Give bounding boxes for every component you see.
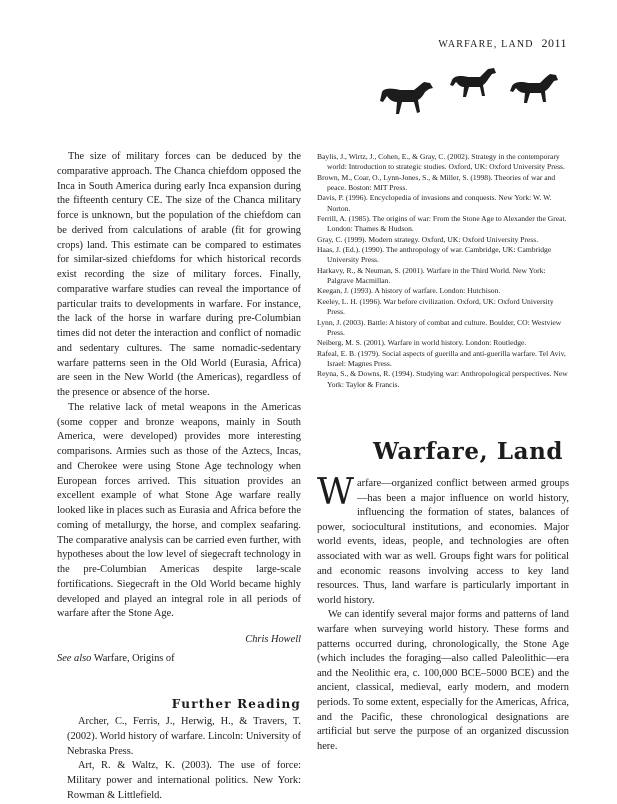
reference-item: Neiberg, M. S. (2001). Warfare in world history. London: Routledge.	[317, 338, 527, 348]
reference-item: Rafeal, E. B. (1979). Social aspects of guerilla and anti-guerilla warfare. Tel Aviv, Israel: Magnes Press.	[317, 348, 566, 368]
reference-item: Davis, P. (1996). Encyclopedia of invasions and conquests. New York: W. W. Norton.	[317, 193, 552, 213]
reference-item: Brown, M., Coar, O., Lynn-Jones, S., & Miller, S. (1998). Theories of war and peace. Boston: MIT Press.	[317, 172, 556, 193]
reference-item: Baylis, J., Wirtz, J., Cohen, E., & Gray, C. (2002). Strategy in the contemporary world: Introduction to strategic studies. Oxford, UK: Oxford University Press.	[317, 152, 565, 172]
reference-item: Harkavy, R., & Neuman, S. (2001). Warfare in the Third World. New York: Palgrave Macmillan.	[317, 265, 546, 286]
article-paragraph-1-text: arfare—organized conflict between armed groups—has been a major influence on world history, influencing the formation of states, balances of power, sociocultural institutions, and economies. Major world events, ideas, people, and technologies are often associated with war as well. Groups fight wars for political and economic reasons involving access to key land resources. Thus, land warfare is particularly important in world history.	[317, 478, 569, 606]
reference-item: Art, R. & Waltz, K. (2003). The use of force: Military power and international politics. New York: Rowman & Littlefield.	[67, 760, 301, 801]
drop-cap: W	[317, 472, 355, 513]
running-title: WARFARE, LAND	[438, 39, 534, 50]
reference-item: Keeley, L. H. (1996). War before civilization. Oxford, UK: Oxford University Press.	[317, 296, 554, 317]
reference-item: Haas, J. (Ed.). (1990). The anthropology of war. Cambridge, UK: Cambridge University Press.	[317, 245, 552, 265]
left-column	[57, 150, 301, 804]
reference-item: Gray, C. (1999). Modern strategy. Oxford, UK: Oxford University Press.	[317, 234, 539, 244]
body-paragraph-1: The size of military forces can be deduced by the comparative approach. The Chanca chiefdom opposed the Inca in South America during early Inca expansion during the fifteenth century CE. The size of the Chanca military force is unknown, but the population of the chiefdom can be derived from calculations of arable (fit for growing crops) land. This estimate can be compared to estimates for similar-sized chiefdoms for which historical records exist recording the size of military forces. Finally, comparative warfare studies can reveal the importance of particular traits to developments in warfare. For instance, the lack of the horse in warfare during pre-Columbian times did not deter the interaction and conflict of nomadic and sedentary cultures. The same nomadic-sedentary warfare patterns seen in the Old World (Eurasia, Africa) are seen in the New World (the Americas), regardless of the presence or absence of the horse.	[57, 151, 301, 398]
see-also-link[interactable]: Warfare, Origins of	[93, 653, 175, 664]
further-reading-heading: Further Reading	[171, 697, 301, 711]
further-reading-list-left	[57, 715, 301, 804]
article-paragraph-2: We can identify several major forms and patterns of land warfare when surveying world history. These forms and patterns occurred during, chronologically, the Stone Age (which includes the foraging—also called Paleolithic—era and the Neolithic era, c. 100,000 BCE–5000 BCE) and the ancient, classical, medieval, early modern, and modern periods. To some extent, especially for the Americas, Africa, and the Pacific, these chronological designations are artificial but serve the purpose of an organized discussion here.	[317, 609, 569, 752]
reference-item: Reyna, S., & Downs, R. (1994). Studying war: Anthropological perspectives. New York: Taylor & Francis.	[317, 369, 568, 389]
horse-icon-1	[380, 82, 433, 114]
further-reading-list-right	[317, 152, 569, 390]
rock-art-horses-icon	[372, 60, 572, 125]
see-also-label: See also	[57, 653, 92, 664]
reference-item: Lynn, J. (2003). Battle: A history of combat and culture. Boulder, CO: Westview Press.	[317, 317, 562, 337]
article-title: Warfare, Land	[373, 438, 564, 465]
running-head	[438, 36, 567, 51]
body-paragraph-2: The relative lack of metal weapons in the Americas (some copper and bronze weapons, mainly in South America, were developed) provides more interesting comparisons. Armies such as those of the Aztecs, Incas, and Cherokee were using Stone Age technology when European forces arrived. This situation provides an excellent example of what Stone Age warfare really looked like in places such as Eurasia and Africa before the coming of metallurgy, the horse, and complex seafaring. The comparative analysis can be carried even further, with hypotheses about the low level of siegecraft technology in the pre-Columbian Americas despite large-scale fortifications. Siegecraft in the Old World became highly developed and played an integral role in all periods of warfare after the Stone Age.	[57, 401, 301, 620]
page-number: 2011	[541, 36, 567, 50]
see-also	[57, 653, 301, 664]
reference-item: Archer, C., Ferris, J., Herwig, H., & Travers, T. (2002). World history of warfare. Lincoln: University of Nebraska Press.	[67, 716, 301, 757]
horse-icon-2	[450, 68, 496, 97]
author-signature: Chris Howell	[245, 634, 301, 645]
article-paragraph-1	[317, 472, 569, 608]
reference-item: Keegan, J. (1993). A history of warfare. London: Hutchison.	[317, 286, 501, 296]
horse-icon-3	[510, 74, 558, 103]
article-body	[317, 472, 569, 754]
reference-item: Ferrill, A. (1985). The origins of war: From the Stone Age to Alexander the Great. London: Thames & Hudson.	[317, 214, 567, 234]
